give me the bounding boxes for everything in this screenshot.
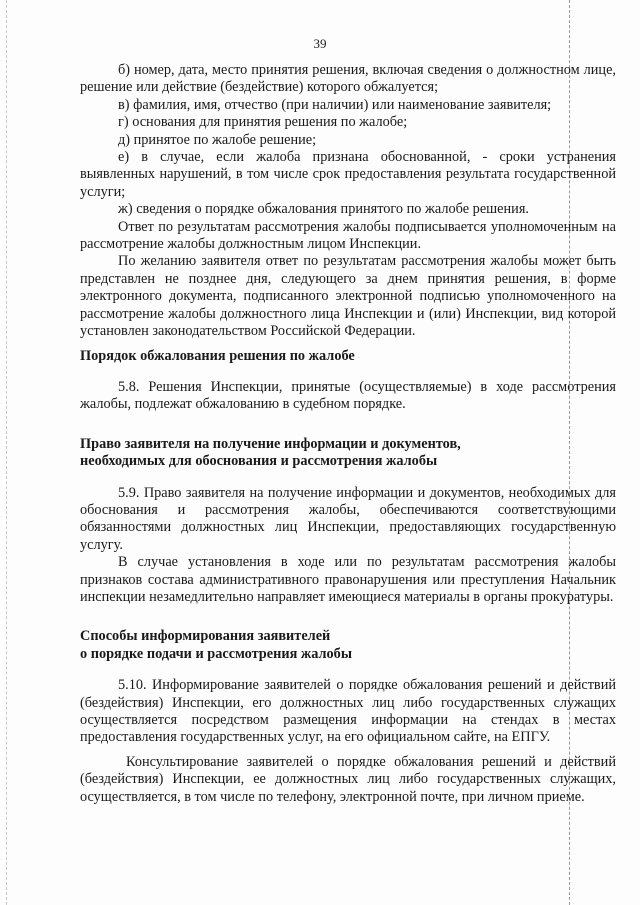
list-item-b: б) номер, дата, место принятия решения, включая сведения о должностном лице, решение или действие (бездействие) которого обжалуется;: [80, 62, 616, 96]
list-item-d: д) принятое по жалобе решение;: [118, 131, 317, 148]
page-number: 39: [313, 36, 327, 51]
heading-rights-line-2: необходимых для обоснования и рассмотрения жалобы: [80, 453, 438, 470]
heading-appeal-procedure: Порядок обжалования решения по жалобе: [80, 347, 355, 364]
list-item-g: г) основания для принятия решения по жалобе;: [118, 114, 408, 131]
paragraph-consultation: Консультирование заявителей о порядке обжалования решений и действий (бездействия) Инспекции, ее должностных лиц либо государственных служащих, осуществляется, в том числе по телефону, электронной почте, при личном приеме.: [80, 753, 616, 805]
paragraph-answer-signed: Ответ по результатам рассмотрения жалобы подписывается уполномоченным на рассмотрение жалобы должностным лицом Инспекции.: [80, 218, 616, 253]
list-item-e: е) в случае, если жалоба признана обоснованной, - сроки устранения выявленных нарушений, в том числе срок предоставления результата государственной услуги;: [80, 149, 616, 200]
paragraph-5-9: 5.9. Право заявителя на получение информации и документов, необходимых для обоснования и рассмотрения жалобы, обеспечиваются соответствующими обязанностями должностных лиц Инспекции, предоставляющих государственную услугу.: [80, 484, 616, 553]
paragraph-prosecution: В случае установления в ходе или по результатам рассмотрения жалобы признаков состава административного правонарушения или преступления Начальник инспекции незамедлительно направляет имеющиеся материалы в органы прокуратуры.: [80, 554, 616, 605]
list-item-v: в) фамилия, имя, отчество (при наличии) или наименование заявителя;: [118, 96, 552, 113]
binding-edge-line: [6, 0, 7, 905]
document-body: [80, 62, 616, 806]
paragraph-5-10: 5.10. Информирование заявителей о порядке обжалования решений и действий (бездействия) Инспекции, его должностных лиц либо государственных служащих осуществляется посредством размещения информации на стендах в местах предоставления государственных услуг, на его официальном сайте, на ЕПГУ.: [80, 677, 616, 746]
list-item-zh: ж) сведения о порядке обжалования принятого по жалобе решения.: [118, 201, 529, 218]
heading-inform-line-1: Способы информирования заявителей: [80, 628, 331, 645]
heading-inform-line-2: о порядке подачи и рассмотрения жалобы: [80, 645, 352, 662]
paragraph-electronic-answer: По желанию заявителя ответ по результатам рассмотрения жалобы может быть представлен не позднее дня, следующего за днем принятия решения, в форме электронного документа, подписанного электронной подписью уполномоченного на рассмотрение жалобы должностного лица Инспекции и (или) Инспекции, вид которой установлен законодательством Российской Федерации.: [80, 253, 616, 340]
paragraph-5-8: 5.8. Решения Инспекции, принятые (осуществляемые) в ходе рассмотрения жалобы, подлежат обжалованию в судебном порядке.: [80, 378, 616, 413]
heading-rights-line-1: Право заявителя на получение информации и документов,: [80, 435, 461, 452]
